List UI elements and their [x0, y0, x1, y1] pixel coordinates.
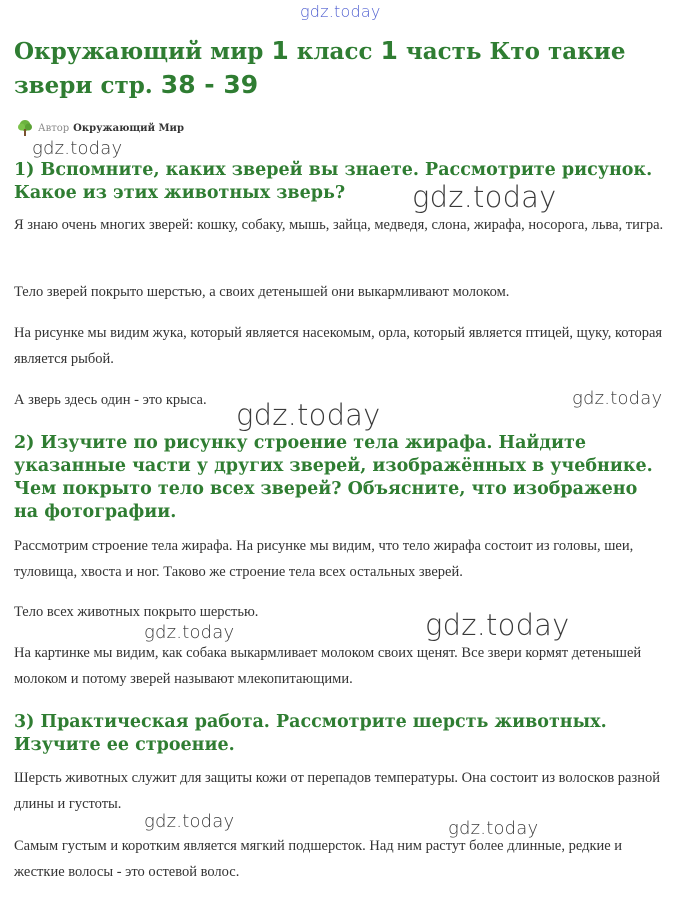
section-2-paragraph-2: Тело всех животных покрыто шерстью. — [14, 604, 259, 620]
author-prefix: Автор — [38, 122, 70, 134]
tree-icon — [16, 119, 34, 137]
section-3-heading: 3) Практическая работа. Рассмотрите шерсть животных. Изучите ее строение. — [14, 712, 607, 755]
section-1-paragraph-4: А зверь здесь один - это крыса. — [14, 392, 207, 408]
watermark: gdz.today — [144, 622, 235, 643]
section-1-paragraph-2: Тело зверей покрыто шерстью, а своих детенышей они выкармливают молоком. — [14, 284, 510, 300]
author-name[interactable]: Окружающий Мир — [73, 122, 184, 134]
section-2-paragraph-1: Рассмотрим строение тела жирафа. На рисунке мы видим, что тело жирафа состоит из головы, шеи, туловища, хвоста и ног. Таково же строение тела всех остальных зверей. — [14, 538, 634, 580]
author-line — [16, 119, 184, 137]
watermark: gdz.today — [448, 818, 539, 839]
watermark-top: gdz.today — [300, 2, 381, 21]
section-2-paragraph-3: На картинке мы видим, как собака выкармливает молоком своих щенят. Все звери кормят детенышей молоком и потому зверей называют млекопитающими. — [14, 645, 642, 687]
watermark: gdz.today — [32, 138, 123, 159]
watermark: gdz.today — [412, 180, 557, 214]
section-1-paragraph-1: Я знаю очень многих зверей: кошку, собаку, мышь, зайца, медведя, слона, жирафа, носорога, льва, тигра. — [14, 217, 664, 233]
page-title: Окружающий мир 1 класс 1 часть Кто такие звери стр. 38 - 39 — [14, 36, 626, 99]
section-1-paragraph-3: На рисунке мы видим жука, который является насекомым, орла, который является птицей, щуку, которая является рыбой. — [14, 325, 663, 367]
section-3-paragraph-1: Шерсть животных служит для защиты кожи от перепадов температуры. Она состоит из волосков разной длины и густоты. — [14, 770, 660, 812]
section-3-paragraph-2: Самым густым и коротким является мягкий подшерсток. Над ним растут более длинные, редкие и жесткие волосы - это остевой волос. — [14, 838, 623, 880]
section-2-heading: 2) Изучите по рисунку строение тела жирафа. Найдите указанные части у других зверей, изображённых в учебнике. Чем покрыто тело всех зверей? Объясните, что изображено на фотографии. — [14, 433, 653, 522]
watermark: gdz.today — [144, 811, 235, 832]
watermark: gdz.today — [425, 608, 570, 642]
watermark: gdz.today — [236, 398, 381, 432]
watermark: gdz.today — [572, 388, 663, 409]
section-1-heading: 1) Вспомните, каких зверей вы знаете. Рассмотрите рисунок. Какое из этих животных зверь? — [14, 160, 653, 203]
